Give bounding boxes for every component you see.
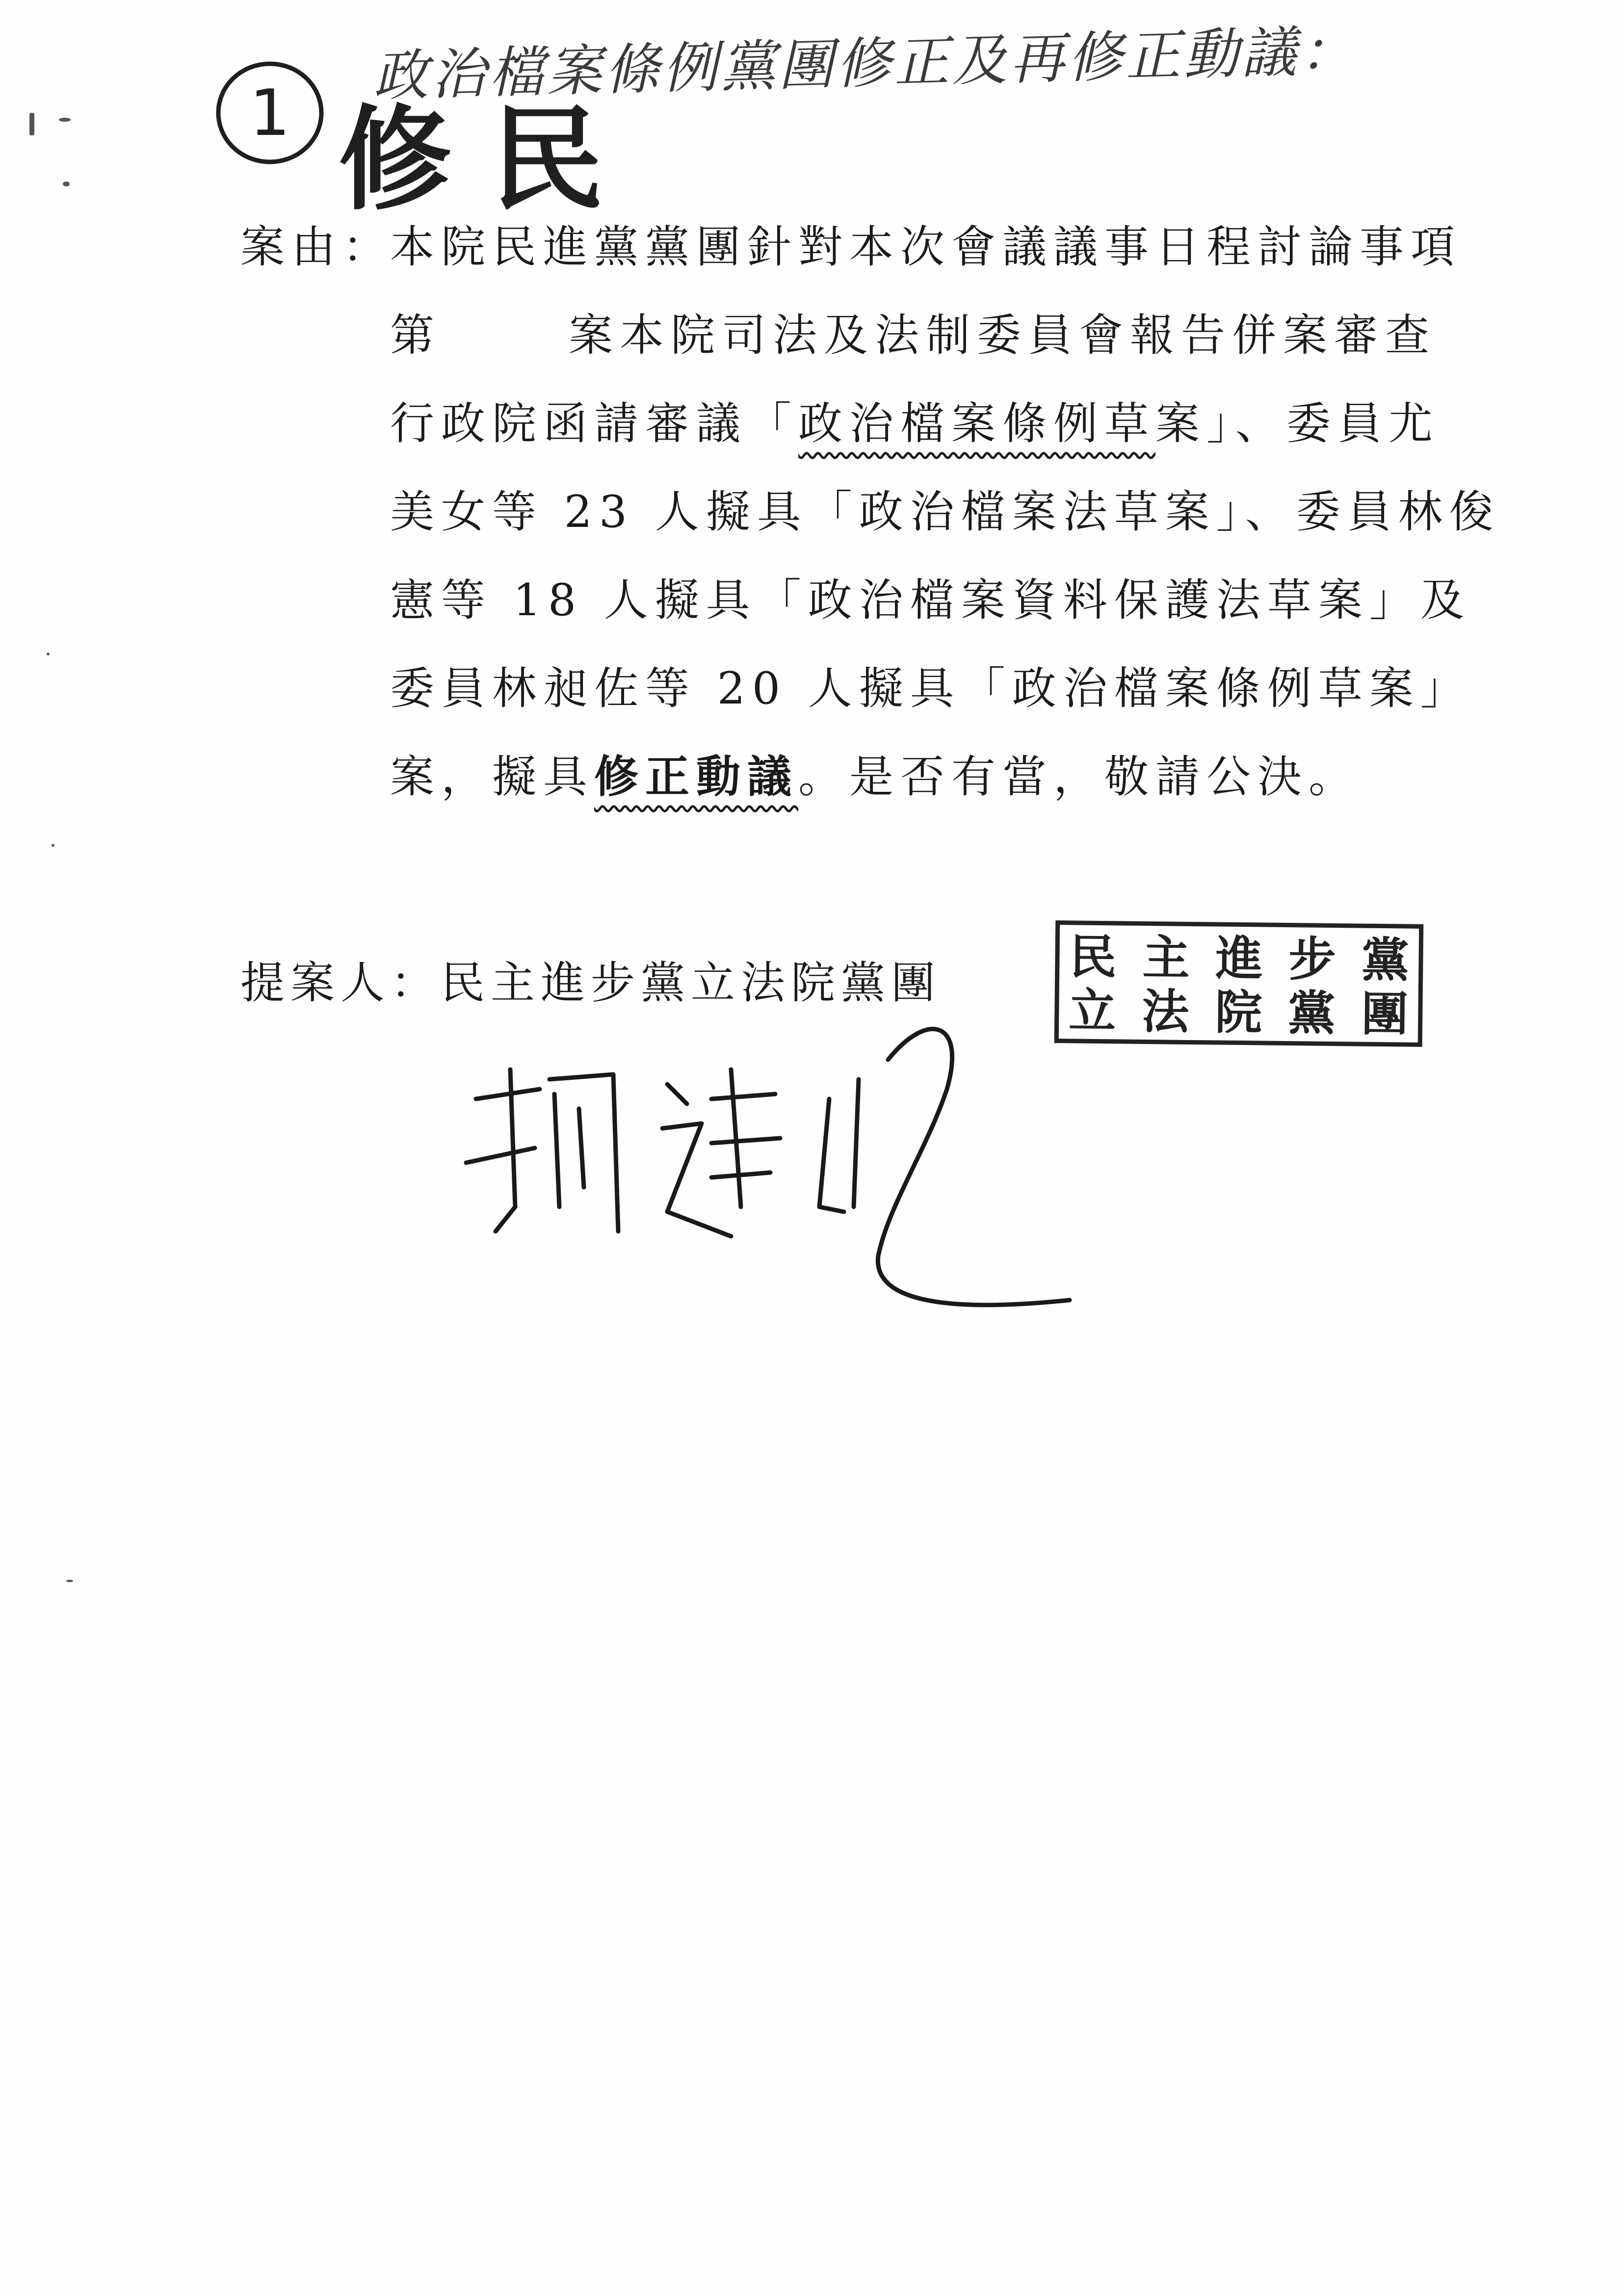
circled-number-mark (211, 54, 329, 172)
reason-line-3-a: 行政院函請審議「 (390, 398, 798, 449)
scan-speck (63, 182, 70, 186)
party-caucus-seal (1054, 920, 1424, 1047)
handwritten-annotation: 政治檔案條例黨團修正及再修正動議： (372, 19, 1358, 109)
circled-number: 1 (249, 76, 290, 150)
proposer-name: 民主進步黨立法院黨團 (441, 957, 941, 1009)
reason-line-6: 委員林昶佐等 20 人擬具「政治檔案條例草案」 (390, 663, 1471, 714)
reason-line-4: 美女等 23 人擬具「政治檔案法草案」、委員林俊 (390, 486, 1500, 538)
seal-row-2: 立 法 院 黨 團 (1068, 983, 1409, 1042)
reason-line-1: 本院民進黨黨團針對本次會議議事日程討論事項 (390, 221, 1462, 273)
wavy-underlined-text: 政治檔案條例草 (798, 398, 1155, 449)
scan-speck (52, 844, 54, 847)
handwritten-mark: 修 民 (339, 95, 604, 226)
reason-line-2-a: 第 (390, 310, 441, 361)
handwritten-signature (456, 1001, 1094, 1320)
reason-line-7-a: 案，擬具 (390, 751, 594, 803)
reason-line-5: 憲等 18 人擬具「政治檔案資料保護法草案」及 (390, 574, 1471, 626)
scan-speck (47, 652, 50, 655)
emphasized-motion-text: 修正動議 (594, 751, 798, 803)
proposer-label: 提案人： (240, 957, 441, 1009)
seal-row-1: 民 主 進 步 黨 (1069, 929, 1410, 988)
reason-line-2-b: 案本院司法及法制委員會報告併案審查 (569, 310, 1436, 361)
scan-speck (59, 118, 71, 122)
scan-speck (66, 1580, 73, 1582)
reason-line-2 (390, 299, 1436, 363)
reason-line-3-c: 案」、委員尤 (1155, 398, 1440, 449)
reason-line-7-c: 。是否有當，敬請公決。 (798, 751, 1360, 803)
scan-speck (29, 113, 34, 135)
reason-line-3 (390, 388, 1440, 451)
reason-line-7 (390, 741, 1360, 805)
reason-label: 案由： (240, 221, 393, 273)
